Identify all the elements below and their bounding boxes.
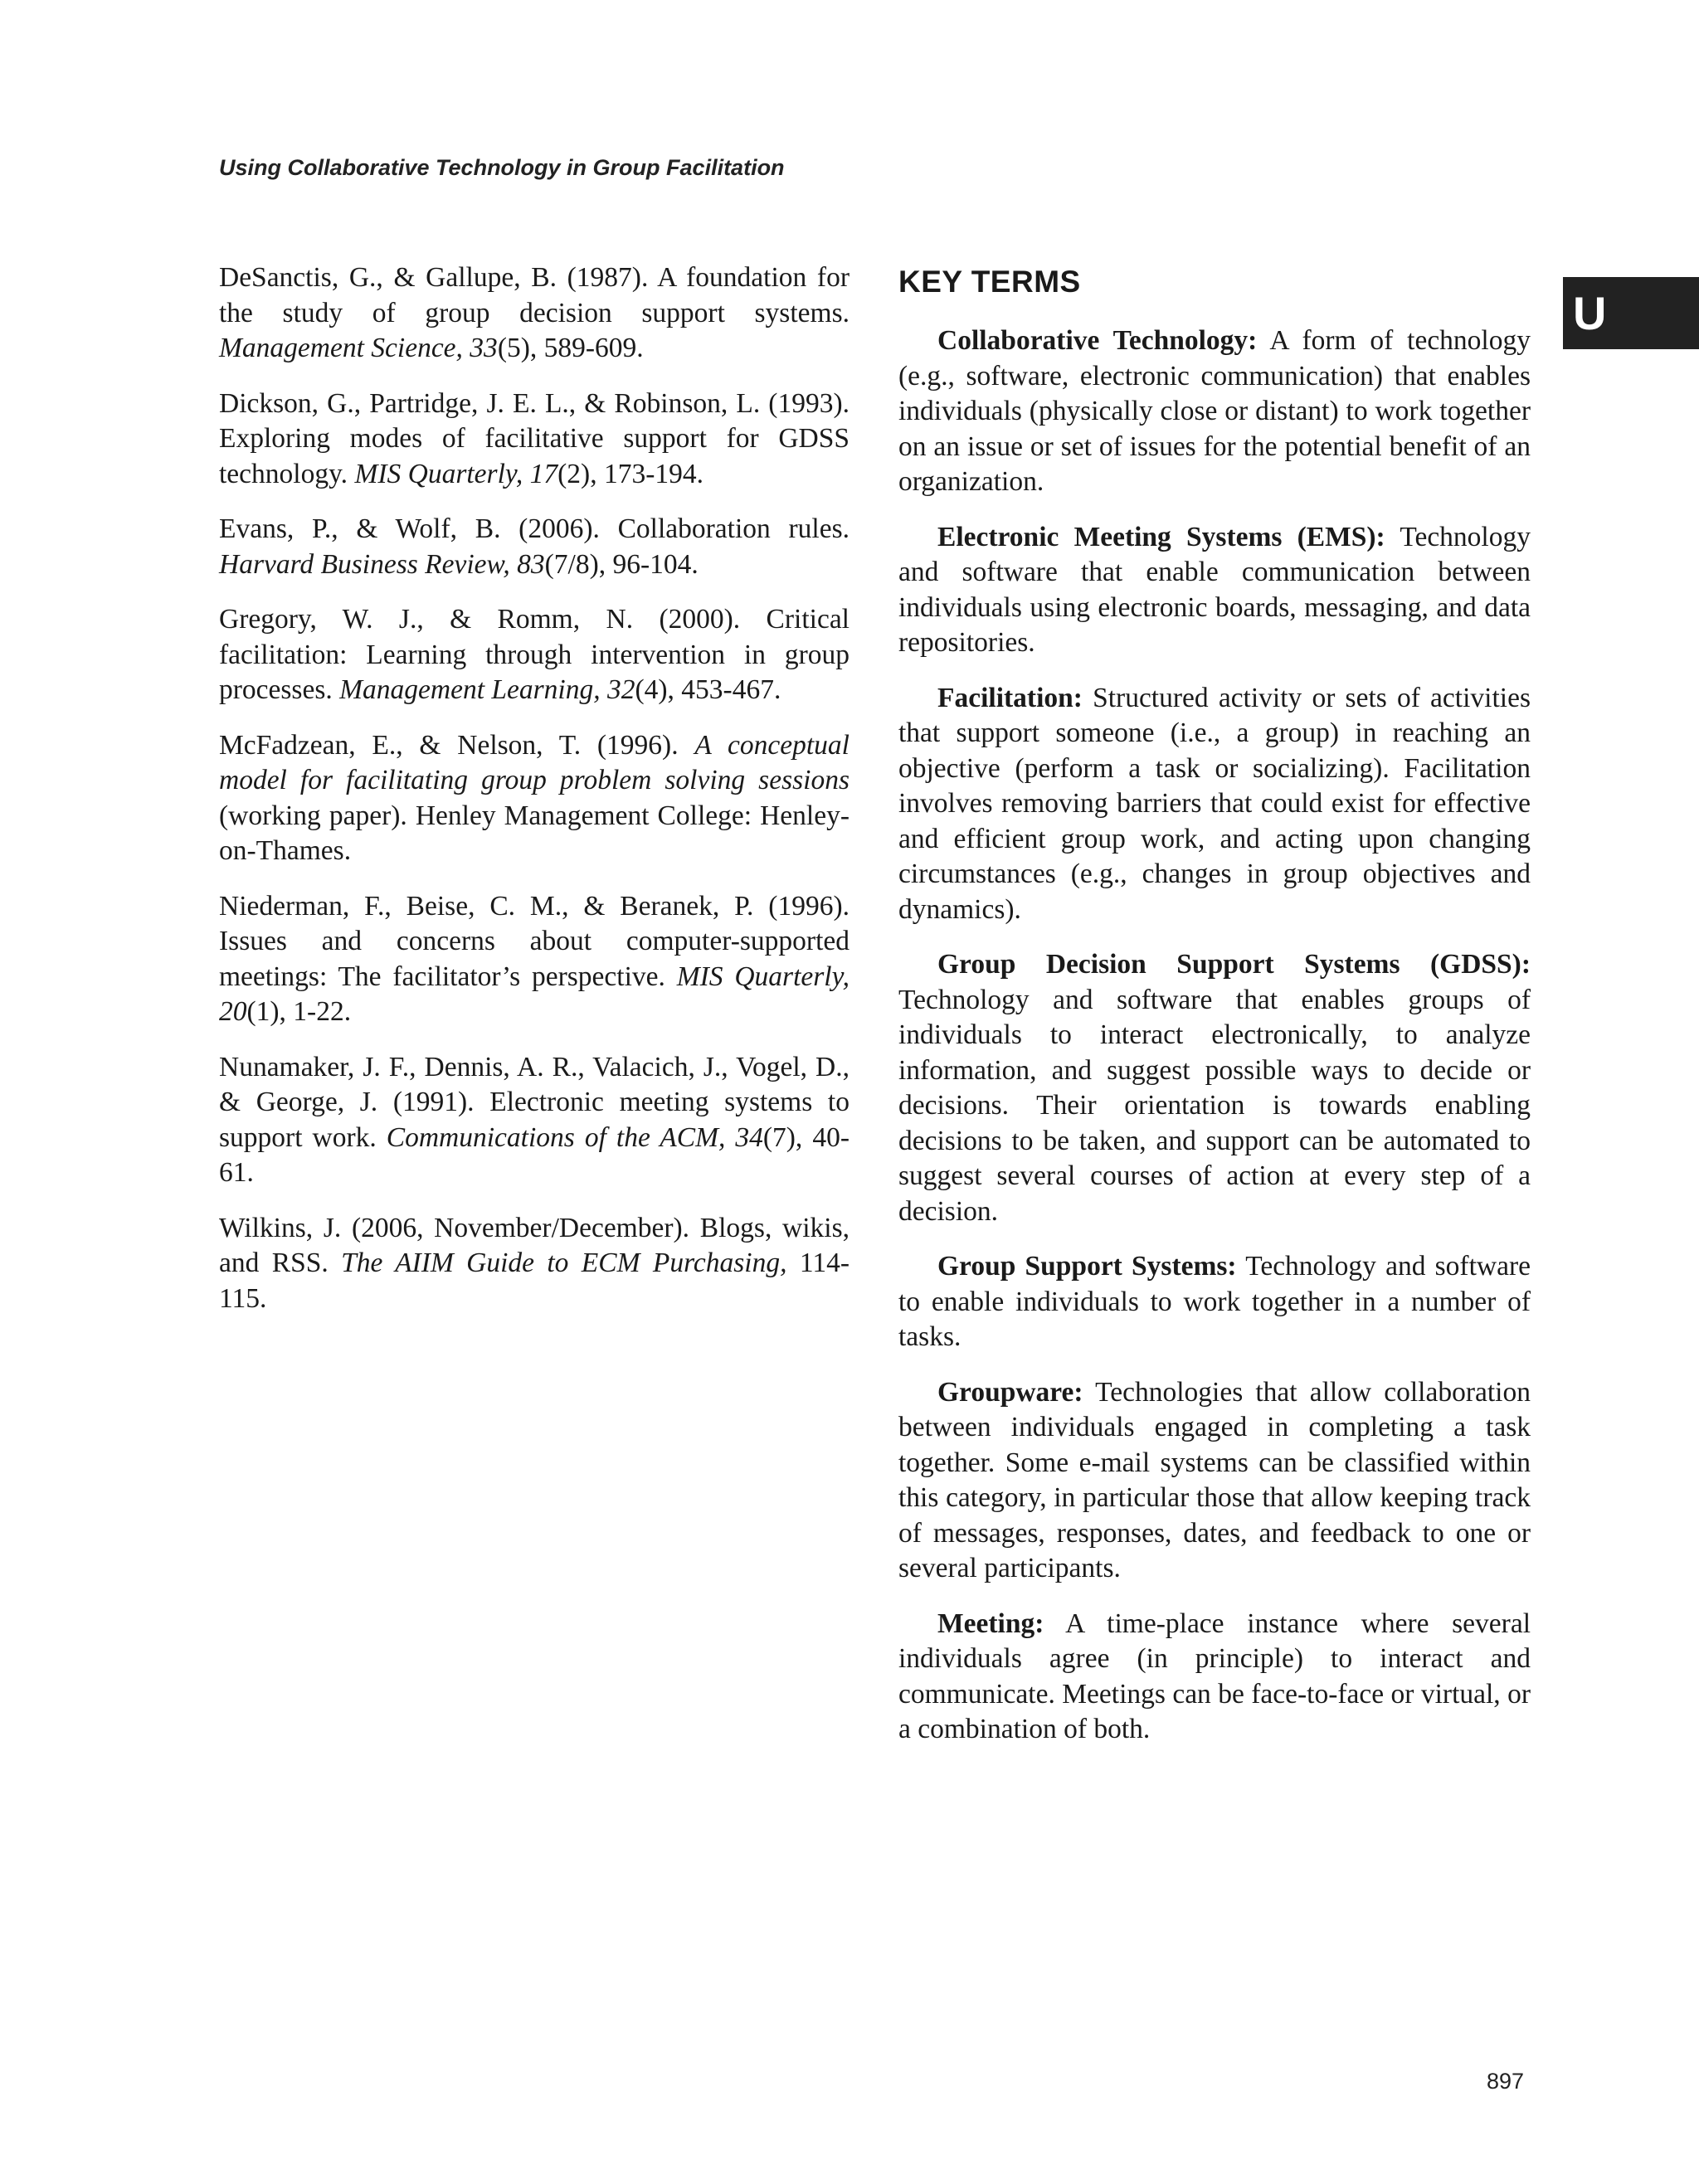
reference-text: Niederman, F., Beise, C. M., & Beranek, P. (1996). Issues and concerns about computer-supported meetings: The facilitator’s perspective.: [219, 890, 850, 992]
key-terms-heading: KEY TERMS: [898, 265, 1081, 299]
reference-text: Nunamaker, J. F., Dennis, A. R., Valacich, J., Vogel, D., & George, J. (1991). Electronic meeting systems to support work.: [219, 1051, 850, 1153]
key-term-name: Collaborative Technology:: [937, 325, 1258, 356]
reference-details: (1), 1-22.: [246, 996, 352, 1027]
key-term-name: Facilitation:: [937, 682, 1083, 713]
key-term-entry: [898, 1375, 1531, 1587]
reference-details: (4), 453-467.: [635, 674, 781, 705]
key-term-name: Groupware:: [937, 1376, 1083, 1408]
reference-details: (working paper). Henley Management College: Henley-on-Thames.: [219, 800, 850, 866]
reference-text: Gregory, W. J., & Romm, N. (2000). Critical facilitation: Learning through intervention in group processes.: [219, 604, 850, 705]
reference-entry: [219, 602, 850, 708]
reference-source: Communications of the ACM, 34: [386, 1121, 763, 1153]
key-term-definition: Technology and software to enable individuals to work together in a number of tasks.: [898, 1251, 1531, 1352]
key-term-definition: Technology and software that enable communication between individuals using electronic boards, messaging, and data repositories.: [898, 521, 1531, 658]
key-term-definition: Technologies that allow collaboration between individuals engaged in completing a task together. Some e-mail systems can be classified within this category, in particular those that allow keeping track of messages, responses, dates, and feedback to one or several participants.: [898, 1376, 1531, 1583]
key-term-entry: [898, 947, 1531, 1229]
page-number: 897: [1487, 2069, 1525, 2094]
reference-details: (5), 589-609.: [497, 333, 644, 363]
reference-text: McFadzean, E., & Nelson, T. (1996).: [219, 729, 695, 761]
key-terms-column: [898, 260, 1531, 1768]
key-term-definition: Technology and software that enables groups of individuals to interact electronically, to analyze information, and suggest possible ways to decide or decisions. Their orientation is towards enabling decisions to be taken, and support can be automated to suggest several courses of action at every step of a decision.: [898, 984, 1531, 1227]
key-term-definition: A form of technology (e.g., software, electronic communication) that enables individuals (physically close or distant) to work together on an issue or set of issues for the potential benefit of an organization.: [898, 325, 1531, 497]
reference-entry: [219, 1050, 850, 1191]
reference-source: Harvard Business Review, 83: [219, 548, 545, 580]
key-term-entry: [898, 520, 1531, 661]
reference-source: Management Learning, 32: [339, 674, 635, 705]
reference-entry: [219, 1211, 850, 1317]
key-term-entry: [898, 1607, 1531, 1748]
reference-details: 114-115.: [219, 1248, 850, 1314]
reference-entry: [219, 512, 850, 582]
reference-text: Dickson, G., Partridge, J. E. L., & Robinson, L. (1993). Exploring modes of facilitative support for GDSS technology.: [219, 387, 850, 489]
reference-source: MIS Quarterly, 20: [219, 961, 850, 1027]
reference-source: Management Science, 33: [219, 333, 498, 363]
reference-details: (7), 40-61.: [219, 1121, 850, 1188]
reference-source: A conceptual model for facilitating group problem solving sessions: [219, 729, 850, 795]
key-term-name: Meeting:: [937, 1608, 1044, 1639]
reference-entry: [219, 260, 850, 367]
key-term-name: Group Support Systems:: [937, 1251, 1237, 1282]
reference-details: (7/8), 96-104.: [544, 548, 699, 580]
reference-entry: [219, 889, 850, 1030]
key-term-entry: [898, 323, 1531, 500]
running-header: Using Collaborative Technology in Group Facilitation: [219, 155, 785, 180]
key-term-entry: [898, 1249, 1531, 1355]
reference-entry: [219, 728, 850, 869]
key-term-definition: Structured activity or sets of activities that support someone (i.e., a group) in reaching an objective (perform a task or socializing). Facilitation involves removing barriers that could exist for effective and efficient group work, and acting upon changing circumstances (e.g., changes in group objectives and dynamics).: [898, 682, 1531, 925]
key-term-name: Electronic Meeting Systems (EMS):: [937, 521, 1385, 552]
reference-source: The AIIM Guide to ECM Purchasing,: [341, 1248, 787, 1278]
reference-text: Wilkins, J. (2006, November/December). Blogs, wikis, and RSS.: [219, 1212, 850, 1278]
reference-details: (2), 173-194.: [557, 458, 703, 489]
key-term-entry: [898, 681, 1531, 928]
key-term-name: Group Decision Support Systems (GDSS):: [937, 949, 1531, 980]
section-thumb-tab: U: [1563, 277, 1699, 349]
reference-entry: [219, 387, 850, 493]
reference-source: MIS Quarterly, 17: [354, 458, 558, 489]
key-term-definition: A time-place instance where several individuals agree (in principle) to interact and communicate. Meetings can be face-to-face or virtual, or a combination of both.: [898, 1608, 1531, 1744]
references-column: [219, 260, 850, 1336]
reference-text: DeSanctis, G., & Gallupe, B. (1987). A foundation for the study of group decision support systems.: [219, 262, 850, 328]
reference-text: Evans, P., & Wolf, B. (2006). Collaboration rules.: [219, 513, 850, 544]
